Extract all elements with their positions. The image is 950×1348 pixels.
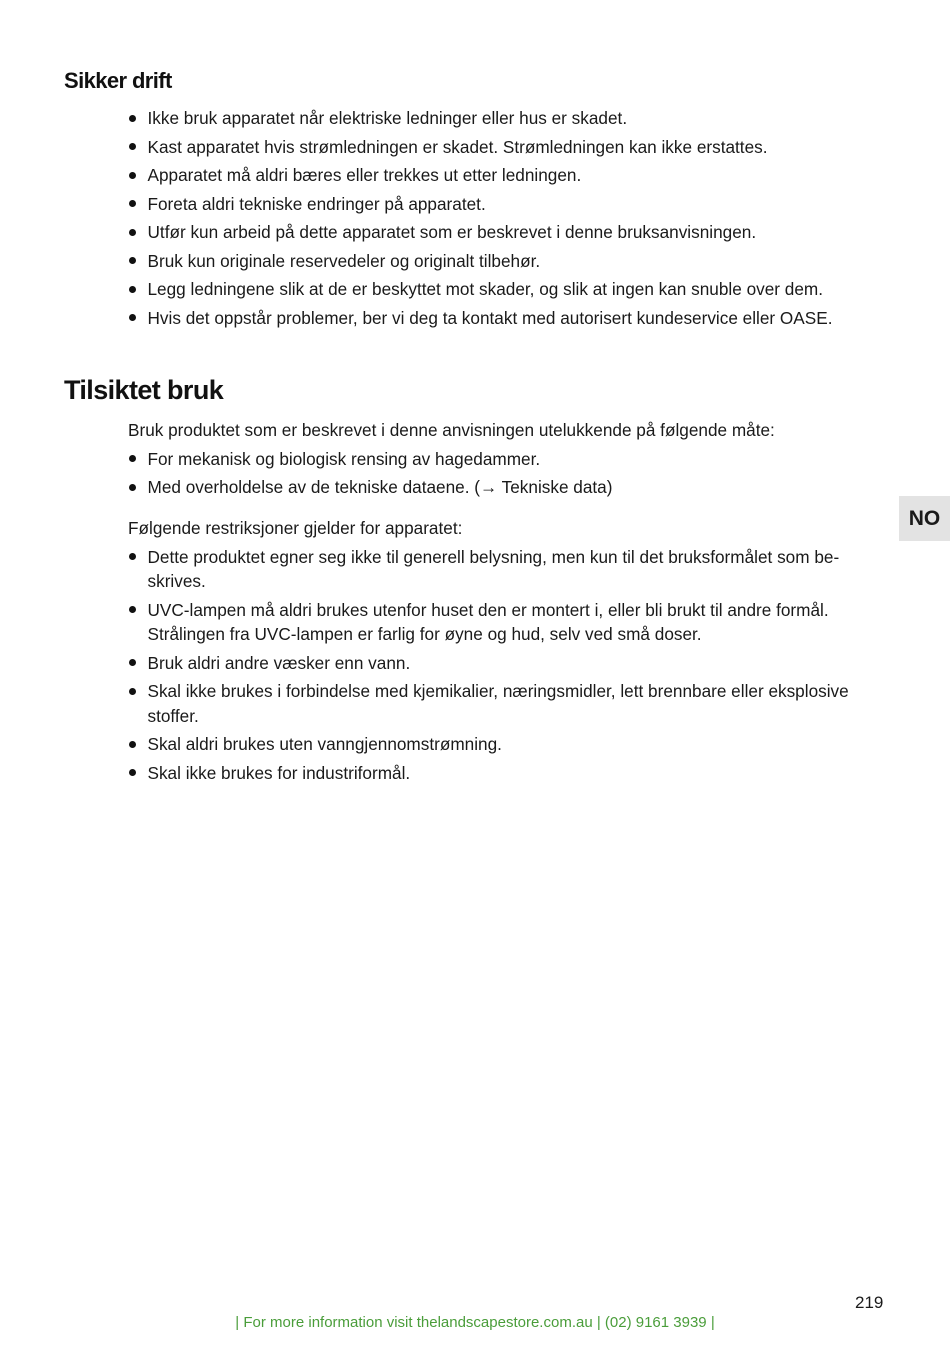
intended-use-intro: Bruk produktet som er beskrevet i denne anvisningen utelukkende på følgende måte: <box>128 420 775 440</box>
list-item: Med overholdelse av de tekniske dataene. (→ Tekniske data) <box>128 475 868 500</box>
restrictions-intro: Følgende restriksjoner gjelder for apparatet: <box>128 518 463 538</box>
section-heading-safe-operation: Sikker drift <box>64 68 172 93</box>
list-item: Foreta aldri tekniske endringer på apparatet. <box>128 192 868 217</box>
list-item: Skal aldri brukes uten vanngjennomstrømning. <box>128 732 868 757</box>
restrictions-list <box>128 545 868 786</box>
safe-operation-section <box>128 106 868 334</box>
list-item: Kast apparatet hvis strømledningen er skadet. Strømledningen kan ikke erstattes. <box>128 135 868 160</box>
language-tab: NO <box>899 496 950 541</box>
safe-operation-list <box>128 106 868 330</box>
list-item: Hvis det oppstår problemer, ber vi deg ta kontakt med autorisert kundeservice eller OASE. <box>128 306 868 331</box>
page-number: 219 <box>855 1293 884 1312</box>
list-item: Bruk aldri andre væsker enn vann. <box>128 651 868 676</box>
list-item: Skal ikke brukes i forbindelse med kjemikalier, næringsmidler, lett brennbare eller eksplosive stoffer. <box>128 679 868 728</box>
list-item: Utfør kun arbeid på dette apparatet som er beskrevet i denne bruksanvisningen. <box>128 220 868 245</box>
intended-use-section <box>128 418 868 504</box>
list-item: For mekanisk og biologisk rensing av hagedammer. <box>128 447 868 472</box>
footer-contact-info: | For more information visit thelandscapestore.com.au | (02) 9161 3939 | <box>235 1314 715 1331</box>
restrictions-section <box>128 516 868 789</box>
list-item: Skal ikke brukes for industriformål. <box>128 761 868 786</box>
list-item: UVC-lampen må aldri brukes utenfor huset den er montert i, eller bli brukt til andre formål. Strålingen fra UVC-lampen er farlig for øyne og hud, selv ved små doser. <box>128 598 868 647</box>
list-item: Dette produktet egner seg ikke til generell belysning, men kun til det bruksformålet som beskrives. <box>128 545 868 594</box>
list-item: Ikke bruk apparatet når elektriske ledninger eller hus er skadet. <box>128 106 868 131</box>
list-item: Legg ledningene slik at de er beskyttet mot skader, og slik at ingen kan snuble over dem. <box>128 277 868 302</box>
section-heading-intended-use: Tilsiktet bruk <box>64 375 224 405</box>
list-item: Apparatet må aldri bæres eller trekkes ut etter ledningen. <box>128 163 868 188</box>
list-item: Bruk kun originale reservedeler og originalt tilbehør. <box>128 249 868 274</box>
intended-use-list <box>128 447 868 500</box>
